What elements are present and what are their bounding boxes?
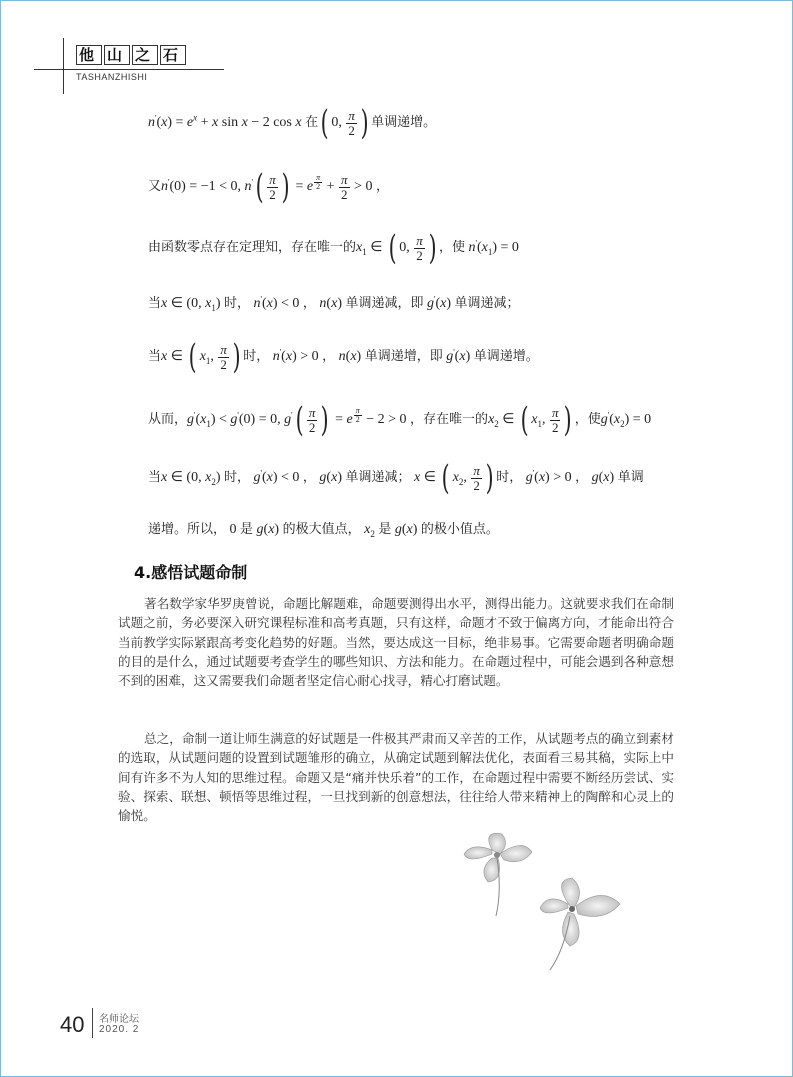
paragraph-1: 著名数学家华罗庚曾说，命题比解题难，命题要测得出水平，测得出能力。这就要求我们在命制试题之前，务必要深入研究课程标准和高考真题，只有这样，命题才不致于偏离方向，才能命出符合当前教学实际紧跟高考变化趋势的好题。当然，要达成这一目标，绝非易事。它需要命题者明确命题的目的是什么，通过试题要考查学生的哪些知识、方法和能力。在命题过程中，可能会遇到各种意想不到的困难，这又需要我们命题者坚定信心耐心找寻，精心打磨试题。 [118, 596, 674, 689]
column-title-char: 之 [132, 45, 158, 65]
text-comma: ， [322, 349, 336, 365]
math-line-3: 由函数零点存在定理知，存在唯一的$x_1$ ∈ ( 0, $\frac{\pi}{2}$ ) ，使 $n'(x_1) = 0$ [148, 228, 519, 268]
paragraph-2: 总之，命制一道让师生满意的好试题是一件极其严肃而又辛苦的工作，从试题考点的确立到素材的选取，从试题问题的设置到试题雏形的确立，从确定试题到解法优化，表面看三易其稿，实际上中间有许多不为人知的思维过程。命题又是“痛并快乐着”的工作，在命题过程中需要不断经历尝试、实验、探索、联想、顿悟等思维过程，一旦找到新的创意想法，往往给人带来精神上的陶醉和心灵上的愉悦。 [118, 731, 674, 824]
header-vertical-rule [63, 38, 64, 94]
math-line-6: 从而，$g'(x_1) < g'(0) = 0$, g'( $\frac{\pi}{2}$ ) = e $^{\frac{\pi}{2}}$ − 2 > 0 ，存在唯一的$x_2$ ∈ ( $x_1$, $\frac{\pi}{2}$ ) ，使$g'(x_2) = 0$ [148, 400, 652, 440]
text-decreasing: 单调递减； [454, 296, 520, 311]
text-decreasing-ie: 单调递减，即 [345, 296, 424, 311]
text-increasing: 单调递增。 [473, 349, 539, 365]
text-increasing-so: 递增。所以， [148, 522, 227, 537]
math-line-8: 递增。所以， 0 是 g(x) 的极大值点， $x_2$ 是 g(x) 的极小值点。 [148, 522, 499, 539]
column-title-char: 山 [104, 45, 130, 65]
text-then: 时， [223, 470, 250, 486]
flower-illustration [452, 820, 642, 980]
text-increasing-ie: 单调递增，即 [364, 349, 443, 365]
flower-top [464, 833, 532, 916]
math-line-7: 当x ∈ (0, $x_2$) 时， g'(x) < 0 ， g(x) 单调递减； x ∈ ( $x_2$, $\frac{\pi}{2}$ ) 时， g'(x) > 0 ， g(x) 单调 [148, 458, 644, 498]
header-horizontal-rule [34, 69, 224, 70]
text-min-point: 的极小值点。 [420, 522, 499, 537]
section-heading: 4.感悟试题命制 [134, 563, 248, 582]
text-comma: ， [302, 470, 316, 486]
page-number: 40 [60, 1012, 85, 1037]
text-comma: ， [575, 470, 589, 486]
text-decreasing: 单调递减； [345, 470, 411, 486]
text-again: 又 [148, 179, 162, 195]
flower-bottom [540, 878, 620, 970]
text-such-that: ，使 [574, 412, 601, 428]
text-such-that: ，使 [438, 240, 465, 256]
text-when: 当 [148, 470, 162, 486]
issue-date: 2020. 2 [99, 1024, 140, 1035]
math-line-1: $n'(x) = e^x + x$ sin x − 2 cos x 在( 0, $\frac{\pi}{2}$ ) 单调递增。 [148, 103, 437, 143]
column-title [76, 45, 188, 65]
magazine-name: 名师论坛 [99, 1014, 139, 1025]
text-then: 时， [496, 470, 523, 486]
text-then: 时， [223, 296, 250, 311]
math-line-2: 又n'(0) = −1 < 0, n'( $\frac{\pi}{2}$ ) = e $^{\frac{\pi}{2}}$ + $\frac{\pi}{2}$ > 0 ， [148, 167, 389, 207]
column-pinyin: TASHANZHISHI [76, 72, 148, 82]
text-is: 是 [378, 522, 392, 537]
footer-divider [92, 1008, 93, 1038]
text-when: 当 [148, 349, 162, 365]
column-title-char: 石 [160, 45, 186, 65]
text-monotone-increasing: 单调递增。 [371, 115, 437, 131]
column-title-char: 他 [76, 45, 102, 65]
text-comma: ， [302, 296, 316, 311]
text-max-point: 的极大值点， [282, 522, 361, 537]
text-then: 时， [243, 349, 270, 365]
text-exists-unique: ，存在唯一的 [410, 412, 489, 428]
text-is: 是 [240, 522, 254, 537]
text-thus: 从而， [148, 412, 188, 428]
math-line-5: 当x ∈ ( $x_1$, $\frac{\pi}{2}$ ) 时， n'(x) > 0 ， n(x) 单调递增，即 g'(x) 单调递增。 [148, 337, 539, 377]
text-when: 当 [148, 296, 162, 311]
math-line-4: 当x ∈ (0, $x_1$) 时， n'(x) < 0 ， n(x) 单调递减，即 g'(x) 单调递减； [148, 294, 520, 313]
text-monotone: 单调 [617, 470, 644, 486]
text-zero-theorem: 由函数零点存在定理知，存在唯一的 [148, 240, 357, 256]
